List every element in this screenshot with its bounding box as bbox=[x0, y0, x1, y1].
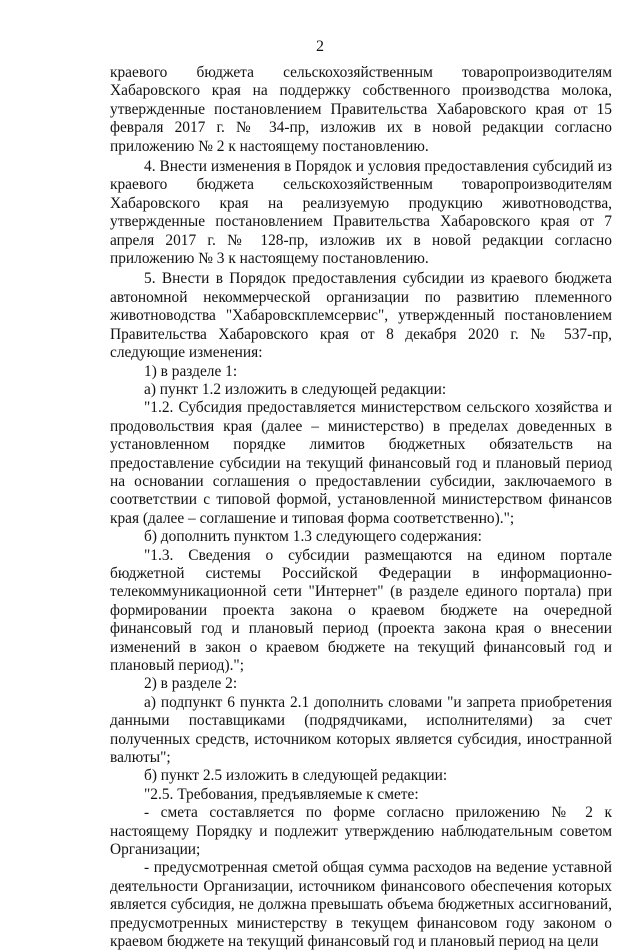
paragraph: 5. Внести в Порядок предоставления субсидии из краевого бюджета автономной некоммерческой организации по развитию племенного животноводства "Хабаровскплемсервис", утвержденный постановлением Правительства Хабаровского края от 8 декабря 2020 г. № 537-пр, следующие изменения: bbox=[110, 270, 612, 362]
paragraph: б) пункт 2.5 изложить в следующей редакции: bbox=[144, 767, 448, 785]
paragraph: 4. Внести изменения в Порядок и условия предоставления субсидий из краевого бюджета сельскохозяйственным товаропроизводителям Хабаровского края на реализуемую продукцию животноводства, утвержденные постановлением Правительства Хабаровского края от 7 апреля 2017 г. № 128-пр, изложив их в новой редакции согласно приложению № 3 к настоящему постановлению. bbox=[110, 158, 612, 268]
document-body bbox=[110, 64, 612, 952]
paragraph: "1.3. Сведения о субсидии размещаются на едином портале бюджетной системы Российской Федерации в информационно-телекоммуникационной сети "Интернет" (в разделе единого портала) при формировании проекта закона о краевом бюджете на очередной финансовый год и плановый период (проекта закона края о внесении изменений в закон о краевом бюджете на текущий финансовый год и плановый период)."; bbox=[110, 546, 612, 674]
paragraph: а) пункт 1.2 изложить в следующей редакции: bbox=[144, 380, 447, 398]
paragraph: "2.5. Требования, предъявляемые к смете: bbox=[144, 785, 419, 803]
paragraph: "1.2. Субсидия предоставляется министерством сельского хозяйства и продовольствия края (далее – министерство) в пределах доведенных в установленном порядке лимитов бюджетных обязательств на предоставление субсидии на текущий финансовый год и плановый период на основании соглашения о предоставлении субсидии, заключаемого в соответствии с типовой формой, установленной министерством финансов края (далее – соглашение и типовая форма соответственно)."; bbox=[110, 399, 612, 527]
page-number: 2 bbox=[316, 38, 324, 55]
paragraph: а) подпункт 6 пункта 2.1 дополнить словами "и запрета приобретения данными поставщиками (подрядчиками, исполнителями) за счет полученных средств, источником которых является субсидия, иностранной валюты"; bbox=[110, 693, 612, 767]
paragraph: краевого бюджета сельскохозяйственным товаропроизводителям Хабаровского края на поддержку собственного производства молока, утвержденные постановлением Правительства Хабаровского края от 15 февраля 2017 г. № 34-пр, изложив их в новой редакции согласно приложению № 2 к настоящему постановлению. bbox=[110, 64, 612, 155]
paragraph: б) дополнить пунктом 1.3 следующего содержания: bbox=[144, 528, 482, 546]
paragraph: 2) в разделе 2: bbox=[144, 675, 238, 693]
paragraph: 1) в разделе 1: bbox=[144, 362, 238, 380]
paragraph: - смета составляется по форме согласно приложению № 2 к настоящему Порядку и подлежит утверждению наблюдательным советом Организации; bbox=[110, 804, 612, 859]
paragraph: - предусмотренная сметой общая сумма расходов на ведение уставной деятельности Организации, источником финансового обеспечения которых является субсидия, не должна превышать объема бюджетных ассигнований, предусмотренных министерству в текущем финансовом году законом о краевом бюджете на текущий финансовый год и плановый период на цели bbox=[110, 859, 612, 951]
